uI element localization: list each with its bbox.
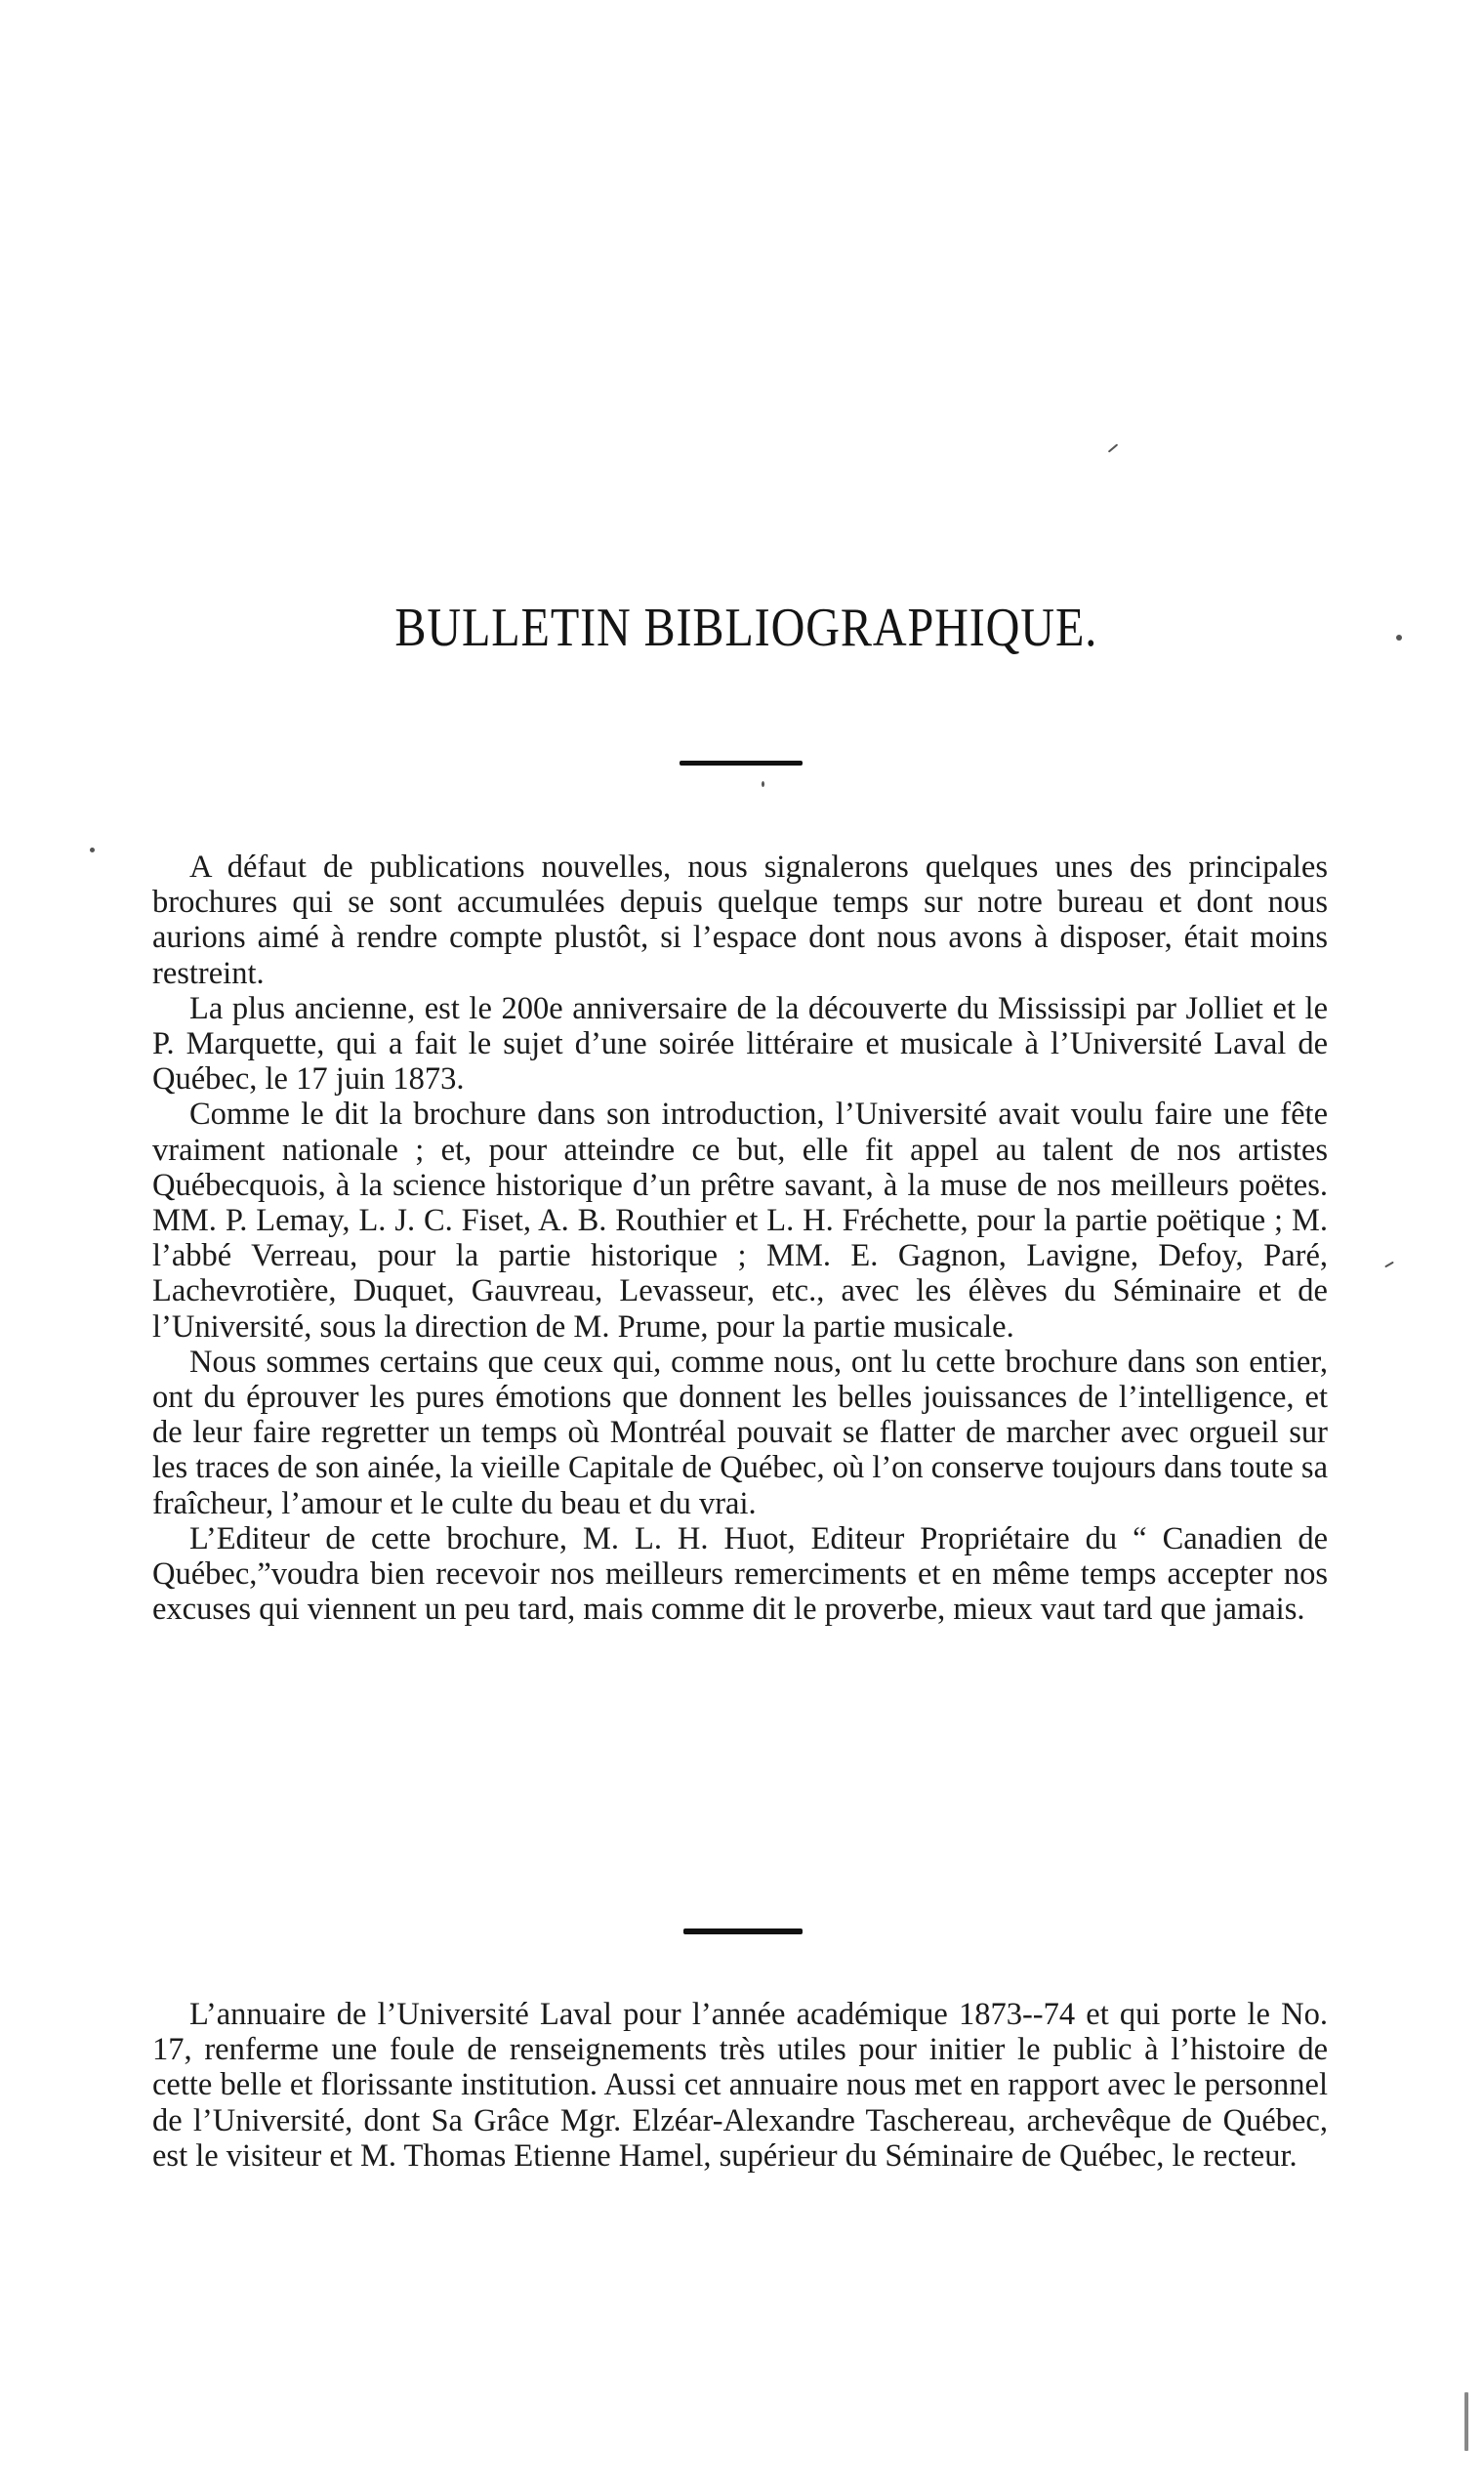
- paragraph: La plus ancienne, est le 200e anniversaire de la découverte du Mississipi par Jolliet et le P. Marquette, qui a fait le sujet d’une soirée littéraire et musicale à l’Université Laval de Québec, le 17 juin 1873.: [152, 990, 1328, 1098]
- paragraph: Nous sommes certains que ceux qui, comme nous, ont lu cette brochure dans son entier, ont du éprouver les pures émotions que donnent les belles jouissances de l’intelligence, et de leur faire regretter un temps où Montréal pouvait se flatter de marcher avec orgueil sur les traces de son ainée, la vieille Capitale de Québec, où l’on conserve toujours dans toute sa fraîcheur, l’amour et le culte du beau et du vrai.: [152, 1344, 1328, 1521]
- page-edge-mark: [1464, 2392, 1468, 2451]
- paragraph: L’Editeur de cette brochure, M. L. H. Huot, Editeur Propriétaire du “ Canadien de Québec,”voudra bien recevoir nos meilleurs remerciments et en même temps accepter nos excuses qui viennent un peu tard, mais comme dit le proverbe, mieux vaut tard que jamais.: [152, 1520, 1328, 1628]
- print-speck: [1384, 1262, 1394, 1268]
- section-1-body: [152, 850, 1328, 1627]
- print-speck: [90, 848, 95, 852]
- print-speck: [762, 781, 764, 787]
- paragraph: L’annuaire de l’Université Laval pour l’année académique 1873--74 et qui porte le No. 17, renferme une foule de renseignements très utiles pour initier le public à l’histoire de cette belle et florissante institution. Aussi cet annuaire nous met en rapport avec le personnel de l’Université, dont Sa Grâce Mgr. Elzéar-Alexandre Taschereau, archevêque de Québec, est le visiteur et M. Thomas Etienne Hamel, supérieur du Séminaire de Québec, le recteur.: [152, 1997, 1328, 2174]
- paragraph: Comme le dit la brochure dans son introduction, l’Université avait voulu faire une fête vraiment nationale ; et, pour atteindre ce but, elle fit appel au talent de nos artistes Québecquois, à la science historique d’un prêtre savant, à la muse de nos meilleurs poëtes. MM. P. Lemay, L. J. C. Fiset, A. B. Routhier et L. H. Fréchette, pour la partie poëtique ; M. l’abbé Verreau, pour la partie historique ; MM. E. Gagnon, Lavigne, Defoy, Paré, Lachevrotière, Duquet, Gauvreau, Levasseur, etc., avec les élèves du Séminaire et de l’Université, sous la direction de M. Prume, pour la partie musicale.: [152, 1097, 1328, 1345]
- print-speck: [1396, 635, 1402, 641]
- section-divider: [680, 761, 803, 766]
- paragraph: A défaut de publications nouvelles, nous signalerons quelques unes des principales brochures qui se sont accumulées depuis quelque temps sur notre bureau et dont nous aurions aimé à rendre compte plustôt, si l’espace dont nous avons à disposer, était moins restreint.: [152, 850, 1328, 991]
- section-divider: [683, 1928, 803, 1934]
- section-2-body: [152, 1997, 1328, 2174]
- page-title: BULLETIN BIBLIOGRAPHIQUE.: [394, 598, 1098, 658]
- print-speck: [1108, 443, 1118, 452]
